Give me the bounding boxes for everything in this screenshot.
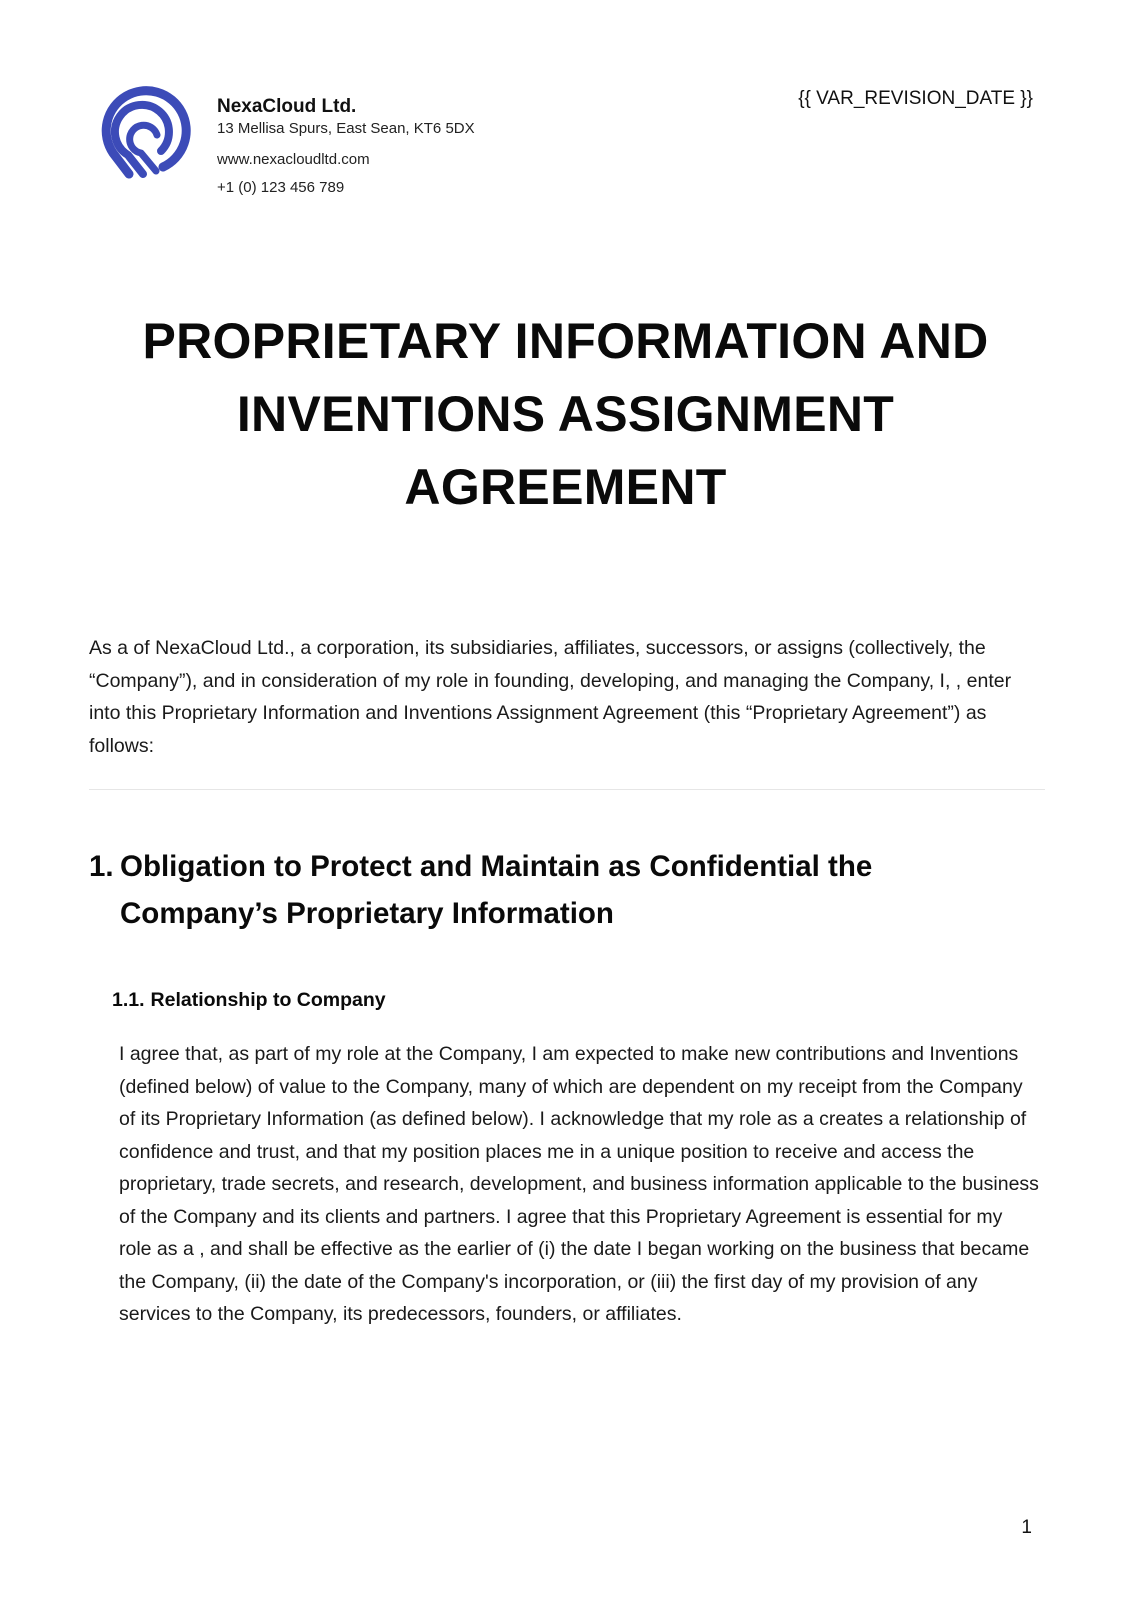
section-heading [89, 843, 989, 937]
subsection-heading [112, 987, 386, 1013]
company-info [217, 95, 597, 198]
company-website: www.nexacloudltd.com [217, 151, 370, 168]
page-number: 1 [1021, 1517, 1032, 1538]
company-name: NexaCloud Ltd. [217, 96, 357, 117]
subsection-title: Relationship to Company [150, 989, 386, 1011]
document-title: PROPRIETARY INFORMATION AND INVENTIONS ASSIGNMENT AGREEMENT [142, 313, 989, 515]
section-number: 1. [89, 850, 114, 883]
intro-paragraph: As a of NexaCloud Ltd., a corporation, its subsidiaries, affiliates, successors, or assigns (collectively, the “Company”), and in consideration of my role in founding, developing, and managing the Company, I, , enter into this Proprietary Information and Inventions Assignment Agreement (this “Proprietary Agreement”) as follows: [89, 637, 1012, 757]
nexacloud-logo-icon [99, 79, 193, 179]
subsection-number: 1.1. [112, 989, 145, 1011]
section-title: Obligation to Protect and Maintain as Confidential the Company’s Proprietary Information [120, 850, 873, 930]
subsection-body: I agree that, as part of my role at the Company, I am expected to make new contributions and Inventions (defined below) of value to the Company, many of which are dependent on my receipt from the Company of its Proprietary Information (as defined below). I acknowledge that my role as a creates a relationship of confidence and trust, and that my position places me in a unique position to receive and access the proprietary, trade secrets, and research, development, and business information applicable to the business of the Company and its clients and partners. I agree that this Proprietary Agreement is essential for my role as a , and shall be effective as the earlier of (i) the date I began working on the business that became the Company, (ii) the date of the Company's incorporation, or (iii) the first day of my provision of any services to the Company, its predecessors, founders, or affiliates. [119, 1043, 1039, 1325]
divider [89, 789, 1045, 790]
company-phone: +1 (0) 123 456 789 [217, 179, 345, 196]
revision-date: {{ VAR_REVISION_DATE }} [798, 88, 1033, 109]
company-address: 13 Mellisa Spurs, East Sean, KT6 5DX [217, 120, 475, 137]
